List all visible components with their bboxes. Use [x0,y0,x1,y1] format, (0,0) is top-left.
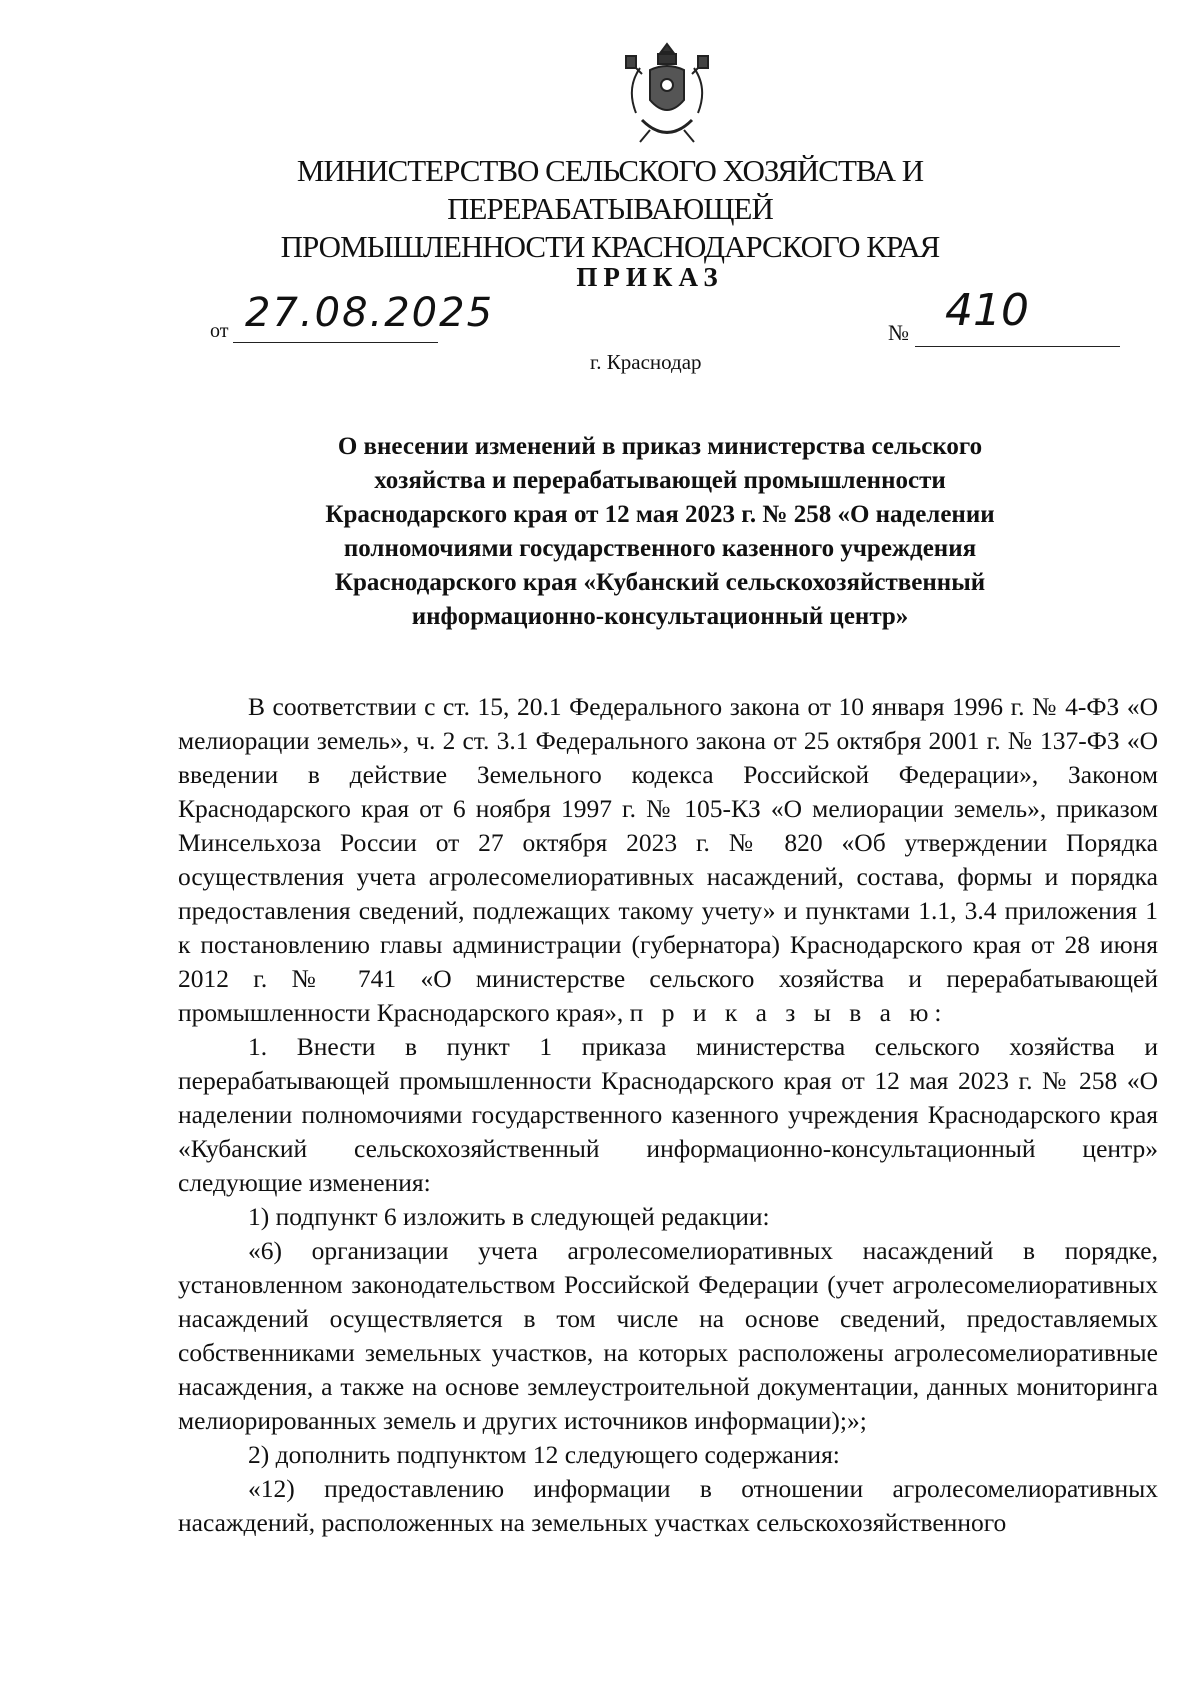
date-prefix: от [210,320,229,342]
ministry-line-1: МИНИСТЕРСТВО СЕЛЬСКОГО ХОЗЯЙСТВА И ПЕРЕРАБАТЫВАЮЩЕЙ [296,153,924,226]
subject-line: хозяйства и перерабатывающей промышленности [374,467,946,494]
city: г. Краснодар [590,350,702,374]
subitem-2: 2) дополнить подпунктом 12 следующего содержания: [248,1440,840,1469]
handwritten-number: 410 [945,285,1029,336]
subitem-1-text: «6) организации учета агролесомелиоративных насаждений в порядке, установленном законодательством Российской Федерации (учет агролесомелиоративных насаждений осуществляется в том числе на основе сведений, предоставляемых собственниками земельных участков, на которых расположены агролесомелиоративные насаждения, а также на основе землеустроительной документации, данных мониторинга мелиорированных земель и других источников информации);»; [178,1236,1158,1435]
subitem-1: 1) подпункт 6 изложить в следующей редакции: [248,1202,770,1231]
subject-line: полномочиями государственного казенного учреждения [343,535,977,562]
subject-line: О внесении изменений в приказ министерства сельского [337,433,983,460]
subject-line: информационно-консультационный центр» [411,603,909,630]
preamble-text: В соответствии с ст. 15, 20.1 Федерального закона от 10 января 1996 г. № 4-ФЗ «О мелиорации земель», ч. 2 ст. 3.1 Федерального закона от 25 октября 2001 г. № 137-ФЗ «О введении в действие Земельного кодекса Российской Федерации», Законом Краснодарского края от 6 ноября 1997 г. № 105-КЗ «О мелиорации земель», приказом Минсельхоза России от 27 октября 2023 г. № 820 «Об утверждении Порядка осуществления учета агролесомелиоративных насаждений, состава, формы и порядка предоставления сведений, подлежащих такому учету» и пунктами 1.1, 3.4 приложения 1 к постановлению главы администрации (губернатора) Краснодарского края от 28 июня 2012 г. № 741 «О министерстве сельского хозяйства и перерабатывающей промышленности Краснодарского края», [178,692,1158,1027]
order-word: п р и к а з ы в а ю: [629,998,948,1027]
coat-of-arms-icon [620,40,715,150]
subject-line: Краснодарского края от 12 мая 2023 г. № 258 «О наделении [325,501,995,528]
number-prefix: № [888,320,909,345]
subitem-2-text: «12) предоставлению информации в отношении агролесомелиоративных насаждений, расположенных на земельных участках сельскохозяйственного [178,1474,1158,1537]
date-underline [233,342,438,343]
document-body [178,690,1158,1540]
preamble-paragraph [178,690,1158,1030]
ministry-name [150,152,1070,266]
item-1: 1. Внести в пункт 1 приказа министерства сельского хозяйства и перерабатывающей промышленности Краснодарского края от 12 мая 2023 г. № 258 «О наделении полномочиями государственного казенного учреждения Краснодарского края «Кубанский сельскохозяйственный информационно-консультационный центр» следующие изменения: [178,1032,1158,1197]
ministry-line-2: ПРОМЫШЛЕННОСТИ КРАСНОДАРСКОГО КРАЯ [280,229,940,264]
document-subject [260,430,1060,634]
handwritten-date: 27.08.2025 [245,290,495,336]
subject-line: Краснодарского края «Кубанский сельскохозяйственный [334,569,986,596]
document-type: ПРИКАЗ [576,262,724,292]
number-underline [915,346,1120,347]
